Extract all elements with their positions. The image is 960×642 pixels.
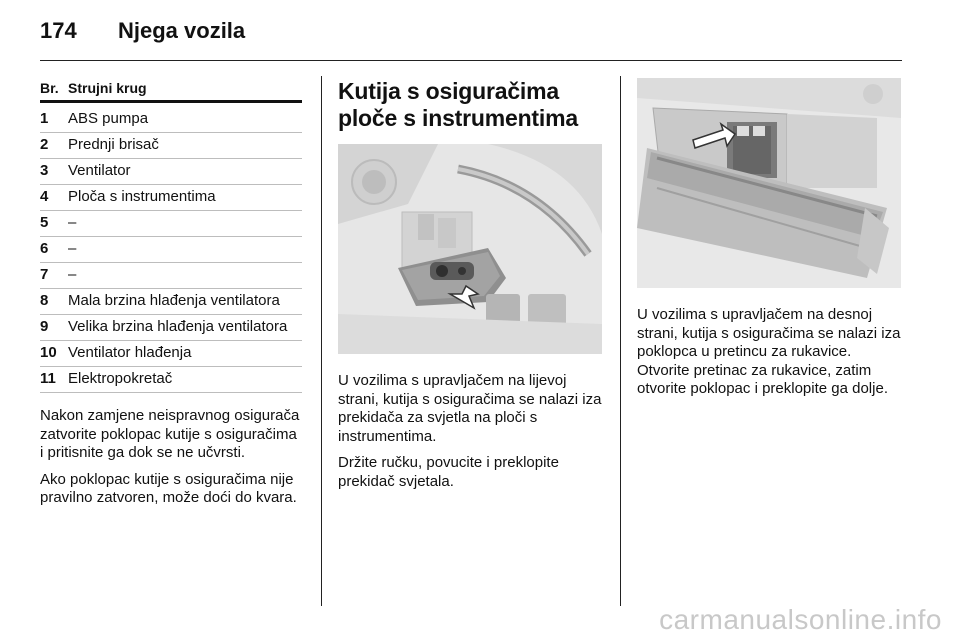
fuse-circuit: Velika brzina hlađenja ventilatora (68, 318, 288, 335)
col-header-number: Br. (40, 80, 59, 96)
column-divider (321, 76, 322, 606)
dashboard-light-switch-illustration (338, 144, 602, 354)
fuse-circuit: – (68, 240, 77, 257)
paragraph: Držite ručku, povucite i preklopite prekidač svjetala. (338, 454, 559, 490)
fuse-table-body (40, 107, 302, 393)
fuse-number: 11 (40, 370, 56, 387)
fuse-circuit: Mala brzina hlađenja ventilatora (68, 292, 280, 309)
section-heading: Kutija s osiguračima ploče s instrumentima (338, 78, 578, 131)
fuse-number: 2 (40, 136, 49, 153)
paragraph: U vozilima s upravljačem na desnoj strani, kutija s osiguračima se nalazi iza poklopca u pretincu za rukavice. Otvorite pretinac za rukavice, zatim otvorite poklopac i preklopite ga dolje. (637, 306, 901, 397)
fuse-number: 9 (40, 318, 49, 335)
table-row (40, 159, 302, 185)
table-header-rule (40, 100, 302, 103)
fuse-circuit: Ventilator hlađenja (68, 344, 192, 361)
glovebox-fuse-cover-illustration (637, 78, 901, 288)
column-divider (620, 76, 621, 606)
fuse-number: 3 (40, 162, 49, 179)
table-row (40, 185, 302, 211)
fuse-circuit: Ploča s instrumentima (68, 188, 216, 205)
paragraph: Ako poklopac kutije s osiguračima nije pravilno zatvoren, može doći do kvara. (40, 470, 297, 506)
header-divider (40, 60, 902, 61)
table-row (40, 211, 302, 237)
fuse-number: 1 (40, 110, 49, 127)
fuse-number: 5 (40, 214, 49, 231)
table-row (40, 341, 302, 367)
paragraph: Nakon zamjene neispravnog osigurača zatvorite poklopac kutije s osiguračima i pritisnite ga dok se ne učvrsti. (40, 407, 300, 461)
watermark: carmanualsonline.info (659, 604, 942, 635)
fuse-number: 8 (40, 292, 49, 309)
left-column (40, 80, 302, 516)
col-header-circuit: Strujni krug (68, 80, 147, 96)
page-number: 174 (40, 18, 77, 43)
right-column (637, 78, 903, 407)
table-row (40, 289, 302, 315)
table-row (40, 263, 302, 289)
fuse-number: 10 (40, 344, 57, 361)
fuse-circuit: Prednji brisač (68, 136, 159, 153)
fuse-circuit: – (68, 266, 77, 283)
middle-column (338, 78, 604, 499)
fuse-circuit: ABS pumpa (68, 110, 149, 127)
fuse-table-header (40, 80, 302, 98)
fuse-circuit: Ventilator (68, 162, 131, 179)
fuse-number: 6 (40, 240, 49, 257)
fuse-circuit: Elektropokretač (68, 370, 173, 387)
table-row (40, 367, 302, 393)
table-row (40, 237, 302, 263)
fuse-circuit: – (68, 214, 77, 231)
paragraph: U vozilima s upravljačem na lijevoj strani, kutija s osiguračima se nalazi iza prekidača za svjetla na ploči s instrumentima. (338, 372, 602, 445)
page-header (40, 18, 245, 50)
table-row (40, 315, 302, 341)
table-row (40, 133, 302, 159)
table-row (40, 107, 302, 133)
fuse-number: 4 (40, 188, 49, 205)
page-title: Njega vozila (118, 18, 246, 43)
fuse-number: 7 (40, 266, 49, 283)
